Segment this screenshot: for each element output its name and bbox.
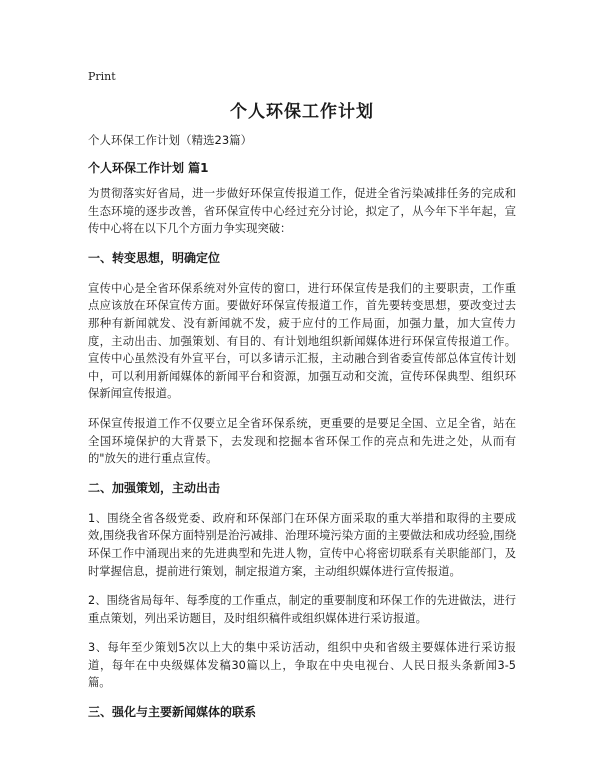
document-title: 个人环保工作计划 bbox=[230, 102, 374, 122]
article-body bbox=[88, 160, 516, 734]
section-2-paragraph-1: 1、围绕全省各级党委、政府和环保部门在环保方面采取的重大举措和取得的主要成效,围绕我省环保方面特别是治污减排、治理环境污染方面的主要做法和成功经验,围绕环保工作中涌现出来的先进典型和先进人物，宣传中心将密切联系有关职能部门，及时掌握信息，提前进行策划，制定报道方案，主动组织媒体进行宣传报道。 bbox=[88, 511, 516, 578]
section-heading-3: 三、强化与主要新闻媒体的联系 bbox=[88, 705, 257, 720]
section-1-paragraph-2: 环保宣传报道工作不仅要立足全省环保系统，更重要的是要足全国、立足全省，站在全国环境保护的大背景下，去发现和挖掘本省环保工作的亮点和先进之处，从而有的"放矢的进行重点宣传。 bbox=[88, 416, 516, 466]
print-label: Print bbox=[88, 70, 116, 83]
chapter-heading: 个人环保工作计划 篇1 bbox=[88, 161, 209, 175]
section-2-paragraph-2: 2、围绕省局每年、每季度的工作重点，制定的重要制度和环保工作的先进做法，进行重点策划，列出采访题目，及时组织稿件或组织媒体进行采访报道。 bbox=[88, 594, 516, 625]
document-subtitle: 个人环保工作计划（精选23篇） bbox=[88, 133, 253, 147]
section-heading-2: 二、加强策划，主动出击 bbox=[88, 480, 221, 495]
section-heading-1: 一、转变思想，明确定位 bbox=[88, 250, 221, 265]
intro-paragraph: 为贯彻落实好省局，进一步做好环保宣传报道工作，促进全省污染减排任务的完成和生态环境的逐步改善，省环保宣传中心经过充分讨论，拟定了，从今年下半年起，宣传中心将在以下几个方面力争实现突破： bbox=[88, 187, 516, 236]
section-1-paragraph-1: 宣传中心是全省环保系统对外宣传的窗口，进行环保宣传是我们的主要职责，工作重点应该放在环保宣传方面。要做好环保宣传报道工作，首先要转变思想，要改变过去那种有新闻就发、没有新闻就不发，疲于应付的工作局面，加强力量，加大宣传力度，主动出击、加强策划、有目的、有计划地组织新闻媒体进行环保宣传报道工作。宣传中心虽然没有外宣平台，可以多请示汇报，主动融合到省委宣传部总体宣传计划中，可以利用新闻媒体的新闻平台和资源，加强互动和交流，宣传环保典型、组织环保新闻宣传报道。 bbox=[88, 281, 516, 401]
section-2-paragraph-3: 3、每年至少策划5次以上大的集中采访活动，组织中央和省级主要媒体进行采访报道，每年在中央级媒体发稿30篇以上，争取在中央电视台、人民日报头条新闻3-5篇。 bbox=[88, 641, 516, 690]
